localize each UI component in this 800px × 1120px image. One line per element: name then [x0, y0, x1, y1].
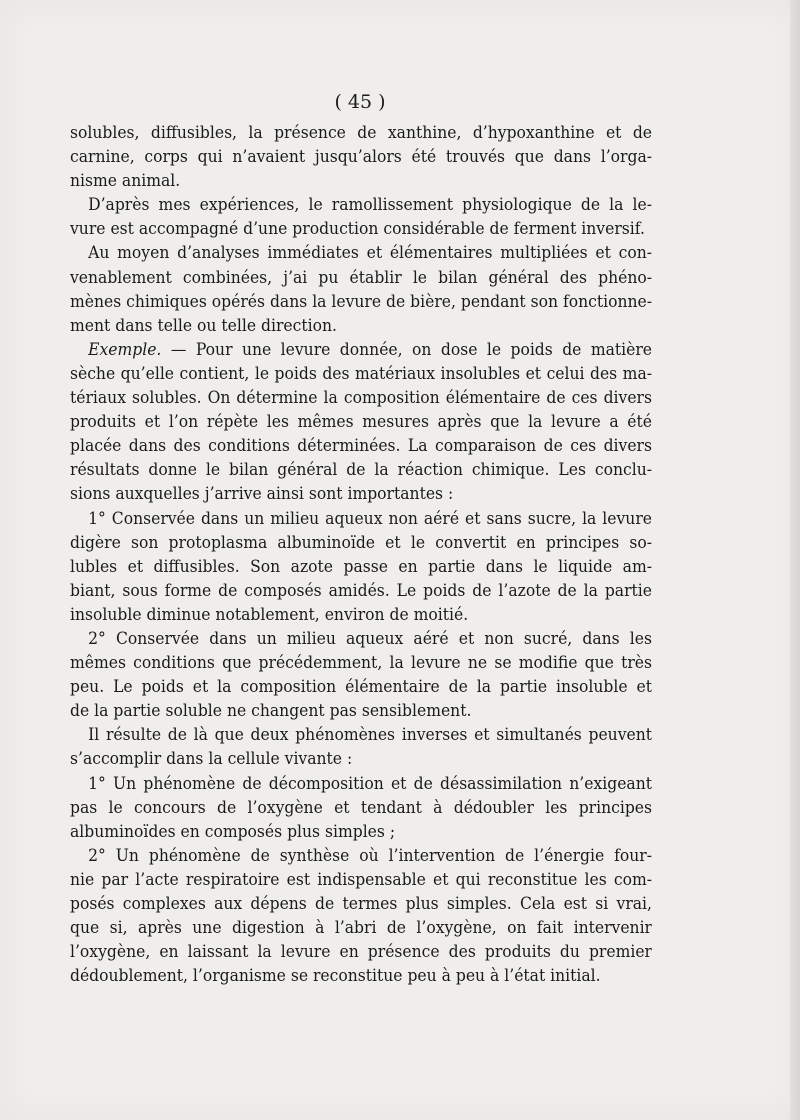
text-line: posés complexes aux dépens de termes plus simples. Cela est si vrai, — [70, 894, 652, 914]
text-line: 1° Conservée dans un milieu aqueux non aéré et sans sucre, la levure — [88, 508, 652, 529]
page-number: ( 45 ) — [334, 91, 386, 113]
text-line: D’après mes expériences, le ramollissement physiologique de la le- — [88, 195, 652, 216]
text-line: sions auxquelles j’arrive ainsi sont importantes : — [70, 484, 454, 505]
page-edge — [790, 0, 800, 1120]
text-line-segment: — Pour une levure donnée, on dose le poids de matière — [170, 339, 652, 360]
text-line: sèche qu’elle contient, le poids des matériaux insolubles et celui des ma- — [70, 363, 652, 384]
text-line: s’accomplir dans la cellule vivante : — [70, 749, 353, 770]
text-line: pas le concours de l’oxygène et tendant à dédoubler les principes — [70, 797, 652, 818]
text-line: lubles et diffusibles. Son azote passe en partie dans le liquide am- — [70, 556, 652, 577]
text-line: peu. Le poids et la composition élémentaire de la partie insoluble et — [70, 677, 652, 698]
text-line: nie par l’acte respiratoire est indispensable et qui reconstitue les com- — [70, 869, 652, 890]
text-line: venablement combinées, j’ai pu établir le bilan général des phéno- — [70, 267, 652, 288]
text-line: que si, après une digestion à l’abri de l’oxygène, on fait intervenir — [70, 918, 652, 939]
text-line: 1° Un phénomène de décomposition et de désassimilation n’exigeant — [88, 773, 652, 794]
text-line: de la partie soluble ne changent pas sensiblement. — [70, 701, 472, 722]
text-line: placée dans des conditions déterminées. La comparaison de ces divers — [70, 436, 652, 457]
text-line: Au moyen d’analyses immédiates et élémentaires multipliées et con- — [88, 243, 652, 264]
text-line: dédoublement, l’organisme se reconstitue peu à peu à l’état initial. — [70, 966, 601, 987]
text-line: tériaux solubles. On détermine la composition élémentaire de ces divers — [70, 388, 652, 409]
text-line: insoluble diminue notablement, environ de moitié. — [70, 604, 469, 625]
text-line: 2° Conservée dans un milieu aqueux aéré et non sucré, dans les — [88, 628, 652, 649]
text-line: biant, sous forme de composés amidés. Le poids de l’azote de la partie — [70, 580, 652, 601]
text-line: l’oxygène, en laissant la levure en présence des produits du premier — [70, 942, 652, 963]
text-line: vure est accompagné d’une production considérable de ferment inversif. — [70, 219, 645, 240]
text-line: résultats donne le bilan général de la réaction chimique. Les conclu- — [70, 460, 652, 481]
text-line: carnine, corps qui n’avaient jusqu’alors été trouvés que dans l’orga- — [70, 147, 652, 168]
body-text — [70, 121, 652, 988]
example-line — [70, 338, 652, 362]
text-line: albuminoïdes en composés plus simples ; — [70, 821, 396, 842]
text-line: nisme animal. — [70, 171, 181, 192]
text-line: mènes chimiques opérés dans la levure de bière, pendant son fonctionne- — [70, 291, 652, 312]
text-line: mêmes conditions que précédemment, la levure ne se modifie que très — [70, 653, 652, 674]
example-label: Exemple. — [88, 339, 162, 360]
text-line: 2° Un phénomène de synthèse où l’intervention de l’énergie four- — [88, 845, 652, 866]
text-line: produits et l’on répète les mêmes mesures après que la levure a été — [70, 412, 652, 433]
text-line: ment dans telle ou telle direction. — [70, 315, 337, 336]
text-line: digère son protoplasma albuminoïde et le convertit en principes so- — [70, 532, 652, 553]
text-line: solubles, diffusibles, la présence de xanthine, d’hypoxanthine et de — [70, 123, 652, 143]
text-line: Il résulte de là que deux phénomènes inverses et simultanés peuvent — [88, 725, 652, 746]
